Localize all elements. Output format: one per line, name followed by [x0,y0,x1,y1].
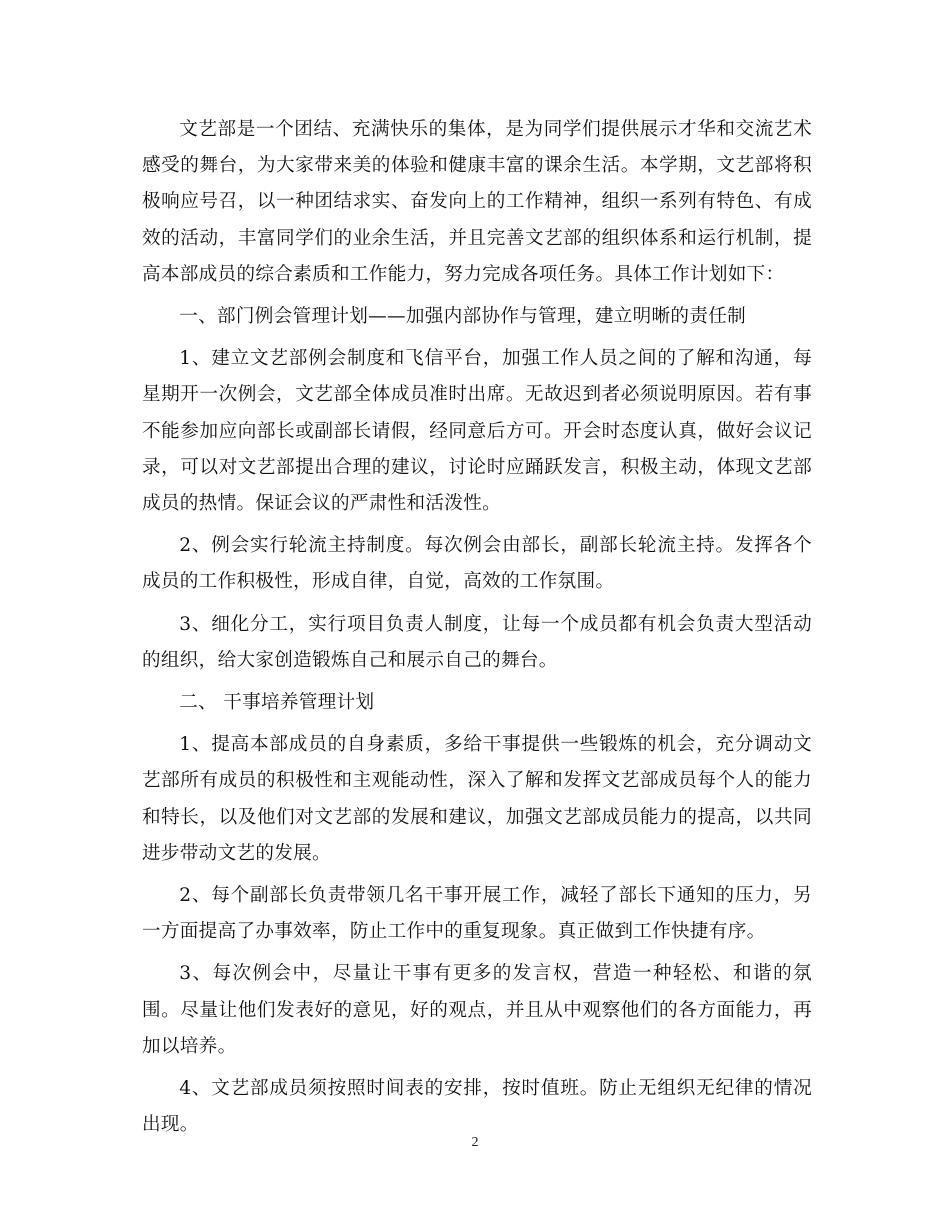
intro-paragraph: 文艺部是一个团结、充满快乐的集体，是为同学们提供展示才华和交流艺术感受的舞台，为大家带来美的体验和健康丰富的课余生活。本学期，文艺部将积极响应号召，以一种团结求实、奋发向上的工作精神，组织一系列有特色、有成效的活动，丰富同学们的业余生活，并且完善文艺部的组织体系和运行机制，提高本部成员的综合素质和工作能力，努力完成各项任务。具体工作计划如下： [142,119,812,285]
staff-item-1: 1、提高本部成员的自身素质，多给干事提供一些锻炼的机会，充分调动文艺部所有成员的积极性和主观能动性，深入了解和发挥文艺部成员每个人的能力和特长，以及他们对文艺部的发展和建议，加强文艺部成员能力的提高，以共同进步带动文艺的发展。 [142,734,812,864]
section-heading-staff-plan: 二、 干事培养管理计划 [179,692,375,714]
staff-item-2: 2、每个副部长负责带领几名干事开展工作，减轻了部长下通知的压力，另一方面提高了办事效率，防止工作中的重复现象。真正做到工作快捷有序。 [142,885,812,943]
staff-item-3: 3、每次例会中，尽量让干事有更多的发言权，营造一种轻松、和谐的氛围。尽量让他们发表好的意见，好的观点，并且从中观察他们的各方面能力，再加以培养。 [142,963,812,1057]
section-heading-meeting-plan: 一、部门例会管理计划——加强内部协作与管理，建立明晰的责任制 [179,306,747,328]
page-number: 2 [471,1135,479,1150]
meeting-item-3: 3、细化分工，实行项目负责人制度，让每一个成员都有机会负责大型活动的组织，给大家创造锻炼自己和展示自己的舞台。 [142,613,812,671]
meeting-item-2: 2、例会实行轮流主持制度。每次例会由部长，副部长轮流主持。发挥各个成员的工作积极性，形成自律，自觉，高效的工作氛围。 [142,535,812,593]
meeting-item-1: 1、建立文艺部例会制度和飞信平台，加强工作人员之间的了解和沟通，每星期开一次例会，文艺部全体成员准时出席。无故迟到者必须说明原因。若有事不能参加应向部长或副部长请假，经同意后方可。开会时态度认真，做好会议记录，可以对文艺部提出合理的建议，讨论时应踊跃发言，积极主动，体现文艺部成员的热情。保证会议的严肃性和活泼性。 [142,348,812,515]
document-body [142,112,812,1149]
staff-item-4: 4、文艺部成员须按照时间表的安排，按时值班。防止无组织无纪律的情况出现。 [142,1078,812,1136]
